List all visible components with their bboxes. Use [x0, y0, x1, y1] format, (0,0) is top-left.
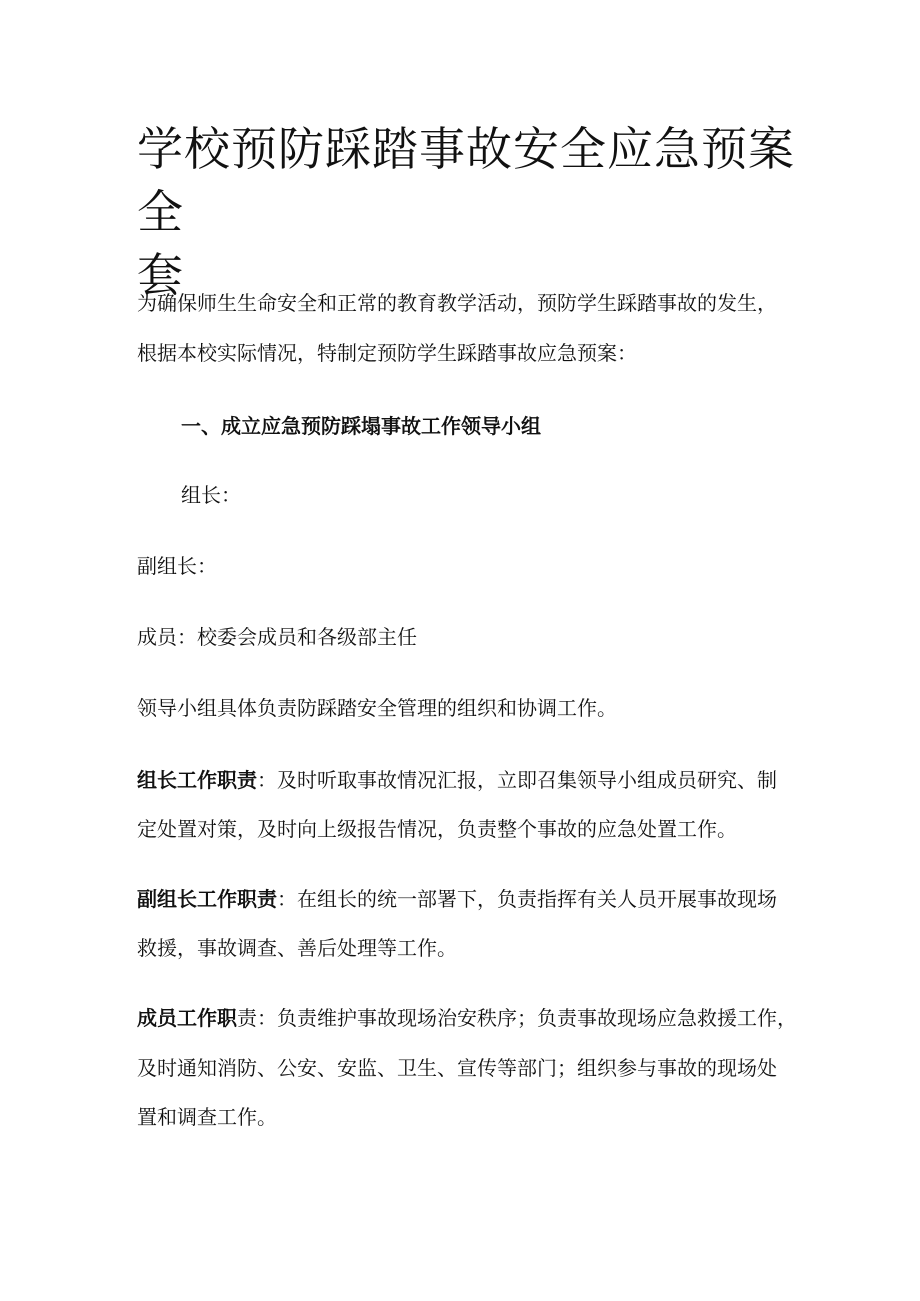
deputy-duty-label: 副组长工作职责: [137, 887, 277, 911]
member-duty-label: 成员工作职: [137, 1006, 237, 1030]
leader-duty-line-2: 定处置对策，及时向上级报告情况，负责整个事故的应急处置工作。: [137, 817, 737, 841]
title-line-2: 套: [137, 248, 184, 302]
members-line: 成员：校委会成员和各级部主任: [137, 625, 417, 649]
group-duty-line: 领导小组具体负责防踩踏安全管理的组织和协调工作。: [137, 696, 617, 720]
intro-line-1: 为确保师生生命安全和正常的教育教学活动，预防学生踩踏事故的发生，: [137, 291, 777, 315]
deputy-duty-line-2: 救援，事故调查、善后处理等工作。: [137, 936, 457, 960]
leader-duty-label: 组长工作职责: [137, 768, 257, 792]
leader-line: 组长：: [181, 483, 241, 507]
member-duty-line-3: 置和调查工作。: [137, 1105, 277, 1129]
title-line-1: 学校预防踩踏事故安全应急预案全: [137, 122, 795, 239]
deputy-duty-line-1: [137, 881, 817, 918]
member-duty-line-2: 及时通知消防、公安、安监、卫生、宣传等部门；组织参与事故的现场处: [137, 1056, 777, 1080]
leader-duty-text-1: ：及时听取事故情况汇报，立即召集领导小组成员研究、制: [257, 768, 777, 792]
member-duty-text-1: 责：负责维护事故现场治安秩序；负责事故现场应急救援工作，: [237, 1006, 797, 1030]
deputy-duty-text-1: ：在组长的统一部署下，负责指挥有关人员开展事故现场: [277, 887, 777, 911]
document-title: [137, 118, 797, 307]
leader-duty-line-1: [137, 762, 817, 799]
intro-line-2: 根据本校实际情况，特制定预防学生踩踏事故应急预案：: [137, 341, 637, 365]
section-1-heading: 一、成立应急预防踩塌事故工作领导小组: [181, 414, 541, 438]
deputy-line: 副组长：: [137, 554, 217, 578]
member-duty-line-1: [137, 1000, 817, 1037]
